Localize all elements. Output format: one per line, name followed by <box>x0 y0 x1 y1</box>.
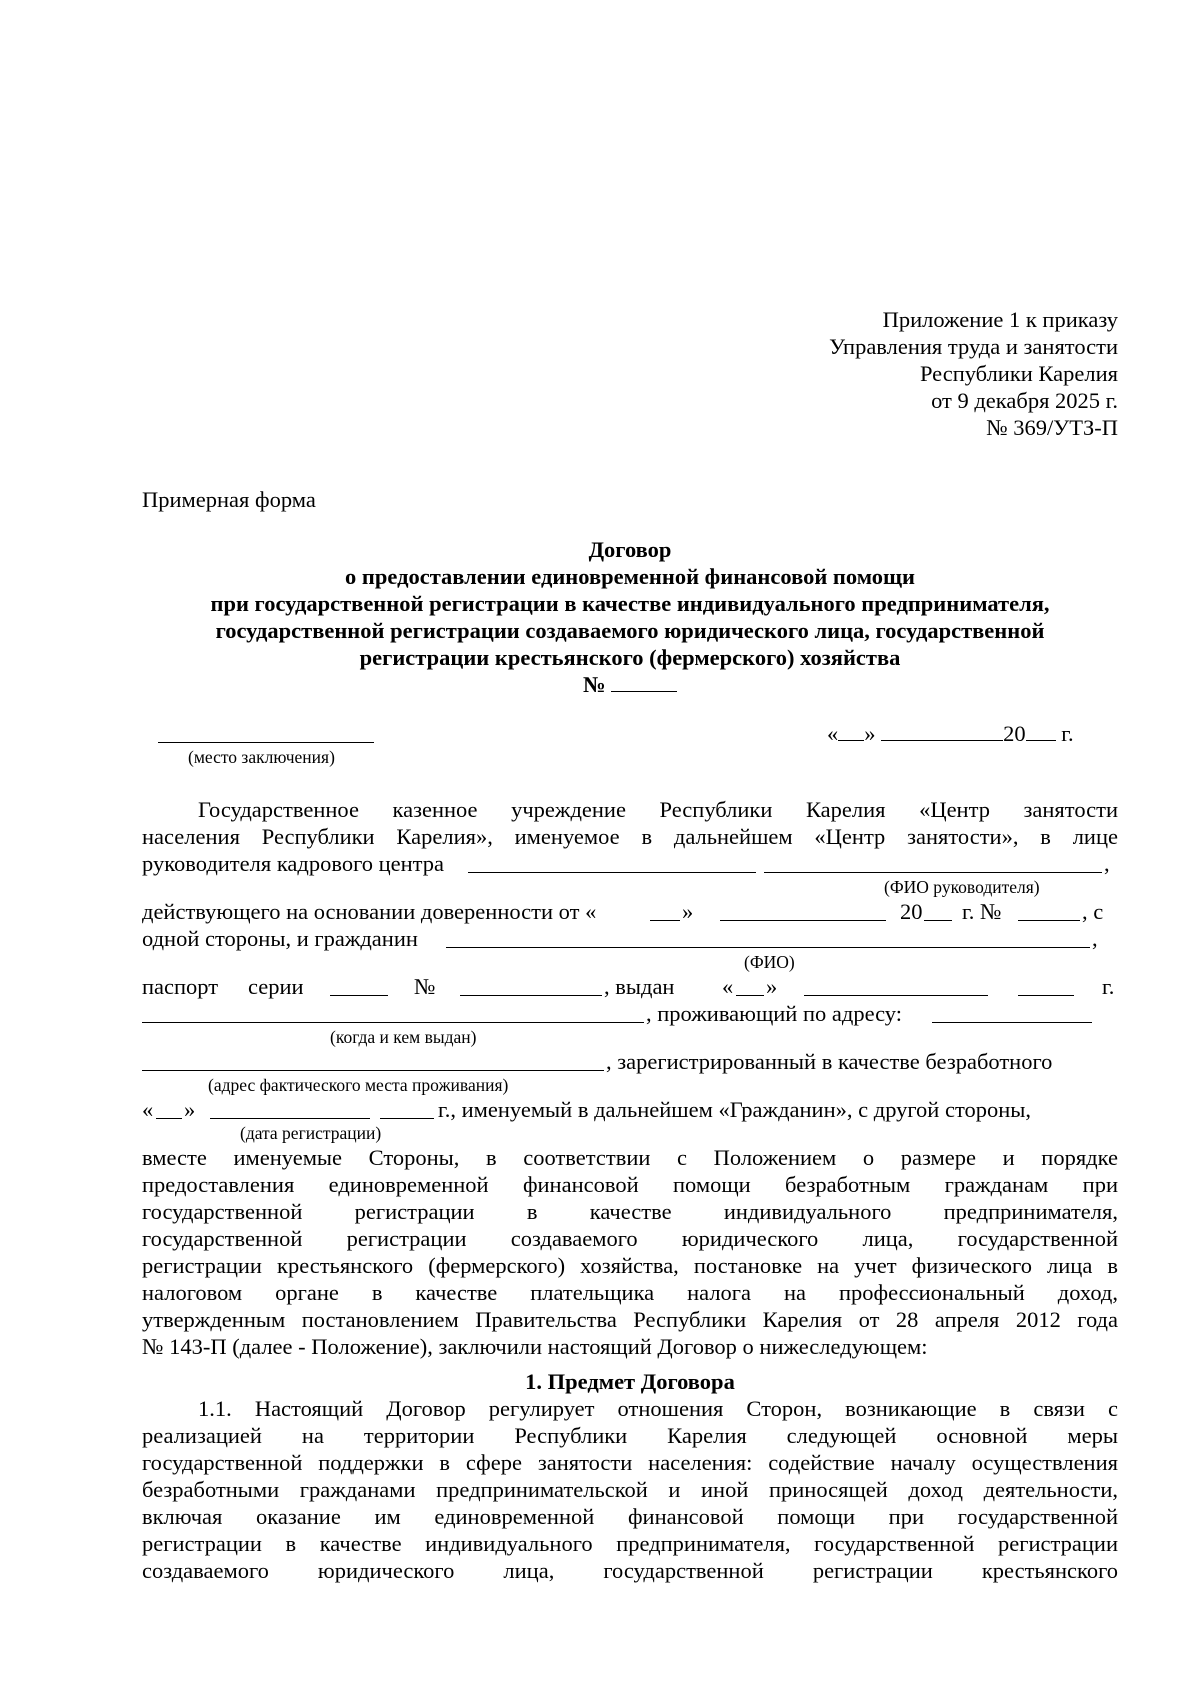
document-content <box>142 306 1118 1584</box>
day-blank <box>156 1098 182 1119</box>
month-blank <box>881 720 1003 741</box>
text-line: регистрации крестьянского (фермерского) хозяйства, постановке на учет физического лица в <box>142 1253 1118 1278</box>
text-line: 1.1. Настоящий Договор регулирует отношения Сторон, возникающие в связи с <box>198 1396 1118 1421</box>
head-line <box>142 850 1118 877</box>
passport-line <box>142 973 1118 1000</box>
year-prefix: 20 <box>900 899 923 924</box>
address-line <box>142 1048 1118 1075</box>
place-hint: (место заключения) <box>188 747 335 767</box>
text-fragment: действующего на основании доверенности от « <box>142 899 597 924</box>
year-blank <box>1026 720 1056 741</box>
place-blank <box>158 722 374 743</box>
parties-paragraph <box>142 796 1118 1144</box>
text-fragment: , проживающий по адресу: <box>646 1001 903 1026</box>
year-blank <box>924 900 952 921</box>
month-blank <box>804 975 988 996</box>
place-date-row <box>142 720 1118 747</box>
day-blank <box>650 900 680 921</box>
text-fragment: г., именуемый в дальнейшем «Гражданин», с другой стороны, <box>438 1097 1032 1122</box>
year-blank <box>380 1098 434 1119</box>
month-blank <box>210 1098 370 1119</box>
series-blank <box>330 975 388 996</box>
comma: , <box>1104 851 1110 876</box>
text-line: № 143-П (далее - Положение), заключили настоящий Договор о нижеследующем: <box>142 1334 928 1359</box>
head-position-blank <box>468 852 756 873</box>
appendix-block <box>142 306 1118 441</box>
text-line: государственной регистрации создаваемого юридического лица, государственной <box>142 1226 1118 1251</box>
quote-close: » <box>682 899 694 924</box>
text-line: Государственное казенное учреждение Республики Карелия «Центр занятости <box>198 797 1118 822</box>
text-line: населения Республики Карелия», именуемое в дальнейшем «Центр занятости», в лице <box>142 824 1118 849</box>
issued-line <box>142 1000 1118 1027</box>
day-blank <box>838 720 864 741</box>
title-line: государственной регистрации создаваемого юридического лица, государственной <box>215 618 1045 643</box>
document-title <box>142 536 1118 698</box>
text-line: вместе именуемые Стороны, в соответствии с Положением о размере и порядке <box>142 1145 1118 1170</box>
month-blank <box>720 900 886 921</box>
text-line: безработными гражданами предпринимательской и иной приносящей доход деятельности, <box>142 1477 1118 1502</box>
text-fragment: паспорт <box>142 974 219 999</box>
text-fragment: , выдан <box>604 974 675 999</box>
head-hint-row <box>142 877 1118 898</box>
number-blank <box>611 671 677 692</box>
title-line: Договор <box>588 537 672 562</box>
text-fragment: серии <box>248 974 304 999</box>
appendix-line: от 9 декабря 2025 г. <box>931 388 1118 413</box>
fio-hint: (ФИО) <box>744 952 795 972</box>
text-line: государственной регистрации в качестве индивидуального предпринимателя, <box>142 1199 1118 1224</box>
contract-number <box>142 671 1118 698</box>
day-blank <box>736 975 764 996</box>
quote-open: « <box>722 974 734 999</box>
number-sign: № <box>582 672 606 697</box>
comma: , <box>1092 926 1098 951</box>
text-line: предоставления единовременной финансовой помощи безработным гражданам при <box>142 1172 1118 1197</box>
issued-by-blank <box>142 1002 644 1023</box>
year-blank <box>1018 975 1074 996</box>
text-line: налоговом органе в качестве плательщика налога на профессиональный доход, <box>142 1280 1118 1305</box>
quote-open: « <box>142 1097 154 1122</box>
place-hint-row <box>142 747 1118 768</box>
citizen-name-blank <box>446 927 1090 948</box>
text-fragment: одной стороны, и гражданин <box>142 926 418 951</box>
appendix-line: Управления труда и занятости <box>829 334 1118 359</box>
fio-hint-row <box>142 952 1118 973</box>
regdate-hint: (дата регистрации) <box>240 1123 382 1143</box>
text-line: регистрации в качестве индивидуального предпринимателя, государственной регистрации <box>142 1531 1118 1556</box>
title-line: регистрации крестьянского (фермерского) хозяйства <box>359 645 901 670</box>
power-of-attorney-line <box>142 898 1118 925</box>
text-line: включая оказание им единовременной финансовой помощи при государственной <box>142 1504 1118 1529</box>
text-line: создаваемого юридического лица, государственной регистрации крестьянского <box>142 1558 1118 1583</box>
head-hint: (ФИО руководителя) <box>884 877 1040 897</box>
appendix-line: Республики Карелия <box>919 361 1118 386</box>
regdate-hint-row <box>142 1123 1118 1144</box>
text-line: реализацией на территории Республики Карелия следующей основной меры <box>142 1423 1118 1448</box>
year-suffix: г. <box>1061 721 1074 746</box>
registration-date-line <box>142 1096 1118 1123</box>
passport-number-blank <box>460 975 602 996</box>
text-fragment: руководителя кадрового центра <box>142 851 445 876</box>
title-line: о предоставлении единовременной финансовой помощи <box>345 564 915 589</box>
form-label: Примерная форма <box>142 487 316 512</box>
text-fragment: , с <box>1082 899 1104 924</box>
section-1-paragraph <box>142 1395 1118 1584</box>
quote-close: » <box>864 721 876 746</box>
actual-address-blank <box>142 1050 604 1071</box>
quote-close: » <box>184 1097 196 1122</box>
text-line: государственной поддержки в сфере занятости населения: содействие началу осуществления <box>142 1450 1118 1475</box>
quote-open: « <box>827 721 839 746</box>
issued-hint-row <box>142 1027 1118 1048</box>
appendix-line: № 369/УТЗ-П <box>986 415 1118 440</box>
section-heading: 1. Предмет Договора <box>525 1369 735 1394</box>
text-fragment: , зарегистрированный в качестве безработного <box>606 1049 1053 1074</box>
text-fragment: г. <box>1102 974 1115 999</box>
text-fragment: г. № <box>962 899 1002 924</box>
address-blank <box>932 1002 1092 1023</box>
address-hint: (адрес фактического места проживания) <box>208 1075 509 1095</box>
year-prefix: 20 <box>1003 721 1026 746</box>
address-hint-row <box>142 1075 1118 1096</box>
basis-paragraph <box>142 1144 1118 1360</box>
appendix-line: Приложение 1 к приказу <box>882 307 1118 332</box>
text-fragment: № <box>414 974 436 999</box>
title-line: при государственной регистрации в качестве индивидуального предпринимателя, <box>210 591 1050 616</box>
head-name-blank <box>764 852 1102 873</box>
quote-close: » <box>766 974 778 999</box>
text-line: утвержденным постановлением Правительства Республики Карелия от 28 апреля 2012 года <box>142 1307 1118 1332</box>
issued-hint: (когда и кем выдан) <box>330 1027 477 1047</box>
number-blank <box>1018 900 1080 921</box>
date-group <box>827 720 1074 747</box>
citizen-line <box>142 925 1118 952</box>
